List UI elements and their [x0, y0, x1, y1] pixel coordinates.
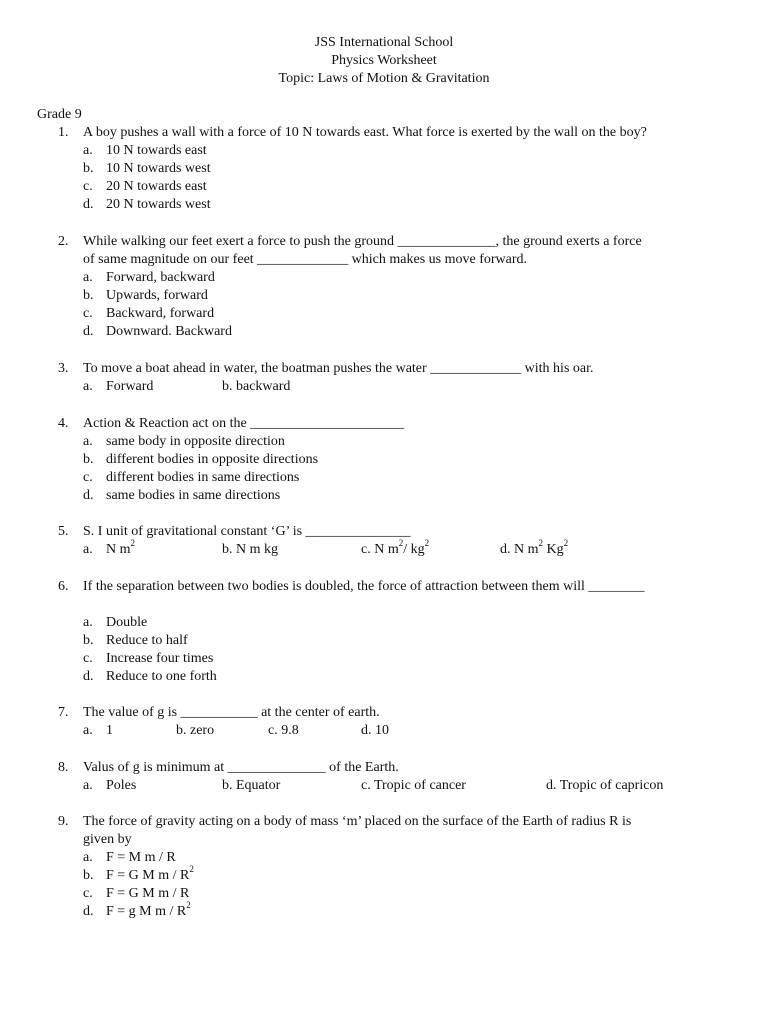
question-9: [0, 813, 768, 921]
option-a-text: Forward: [106, 379, 154, 394]
option-text: Double: [106, 615, 148, 630]
option-c: [0, 650, 768, 668]
question-2: [0, 233, 768, 341]
option-c-text: c. N $m^2/$ $kg^2$: [361, 538, 430, 557]
option-c: [0, 178, 768, 196]
option-text: F = M m / R: [106, 850, 176, 865]
question-text: The value of g is ___________ at the center of earth.: [83, 705, 380, 720]
option-text: different bodies in opposite directions: [106, 452, 319, 467]
question-number: 3.: [58, 361, 69, 376]
question-number: 5.: [58, 524, 69, 539]
worksheet-header: [0, 34, 768, 88]
option-b: [0, 632, 768, 650]
option-letter: b.: [83, 633, 94, 648]
question-text: The force of gravity acting on a body of mass ‘m’ placed on the surface of the Earth of radius R is: [83, 814, 632, 829]
option-letter: b.: [83, 452, 94, 467]
option-a: [0, 142, 768, 160]
option-letter: c.: [83, 470, 93, 485]
question-text-line-2: of same magnitude on our feet _____________ which makes us move forward.: [83, 252, 528, 267]
option-text: 20 N towards east: [106, 179, 207, 194]
question-text: Action & Reaction act on the ______________________: [83, 416, 405, 431]
option-a-text: Poles: [106, 778, 137, 793]
option-letter: a.: [83, 850, 93, 865]
option-b-text: b. backward: [222, 379, 291, 394]
option-text: 10 N towards west: [106, 161, 211, 176]
question-number: 7.: [58, 705, 69, 720]
option-letter: a.: [83, 778, 93, 793]
option-b-text: b. zero: [176, 723, 215, 738]
option-c-text: c. Tropic of cancer: [361, 778, 466, 793]
question-4: [0, 415, 768, 505]
option-c: [0, 305, 768, 323]
question-text: To move a boat ahead in water, the boatman pushes the water _____________ with his oar.: [83, 361, 594, 376]
option-text: F = G M m / R: [106, 886, 190, 901]
option-b-text: b. Equator: [222, 778, 281, 793]
worksheet-title: Physics Worksheet: [331, 53, 437, 68]
option-text: Forward, backward: [106, 270, 215, 285]
option-letter: a.: [83, 379, 93, 394]
option-letter: d.: [83, 669, 94, 684]
option-letter: a.: [83, 270, 93, 285]
option-d: [0, 196, 768, 214]
option-text: different bodies in same directions: [106, 470, 300, 485]
question-6: [0, 578, 768, 686]
option-a: [0, 433, 768, 451]
option-d-text: d. Tropic of capricon: [546, 778, 664, 793]
question-number: 6.: [58, 579, 69, 594]
option-letter: c.: [83, 651, 93, 666]
option-b-text: b. N m kg: [222, 542, 278, 557]
question-number: 9.: [58, 814, 69, 829]
question-8: [0, 759, 768, 795]
option-c-text: c. 9.8: [268, 723, 299, 738]
option-b: [0, 451, 768, 469]
option-a: [0, 849, 768, 867]
option-a: [0, 614, 768, 632]
option-letter: a.: [83, 615, 93, 630]
option-d-text: d. N $m^2$ Kg$^2$: [500, 538, 569, 557]
option-d: [0, 323, 768, 341]
option-b: [0, 287, 768, 305]
option-letter: b.: [83, 288, 94, 303]
option-letter: a.: [83, 723, 93, 738]
option-text: F = g M m / $R^2$: [106, 900, 191, 919]
school-name: JSS International School: [314, 35, 454, 50]
question-number: 8.: [58, 760, 69, 775]
worksheet-topic: Topic: Laws of Motion & Gravitation: [278, 71, 490, 86]
option-letter: d.: [83, 197, 94, 212]
option-letter: c.: [83, 886, 93, 901]
grade-label: Grade 9: [37, 107, 82, 122]
question-number: 1.: [58, 125, 69, 140]
option-c: [0, 885, 768, 903]
option-letter: a.: [83, 542, 93, 557]
option-a-text: N $m^2$: [106, 538, 135, 557]
option-text: F = G M m / $R^2$: [106, 864, 194, 883]
option-letter: a.: [83, 434, 93, 449]
option-d: [0, 900, 768, 921]
question-number: 2.: [58, 234, 69, 249]
option-text: same bodies in same directions: [106, 488, 281, 503]
question-text: S. I unit of gravitational constant ‘G’ is _______________: [83, 524, 411, 539]
option-letter: b.: [83, 161, 94, 176]
option-text: 10 N towards east: [106, 143, 207, 158]
option-text: Downward. Backward: [106, 324, 232, 339]
option-d: [0, 668, 768, 686]
option-b: [0, 864, 768, 885]
question-text-line-2: given by: [83, 832, 132, 847]
option-text: 20 N towards west: [106, 197, 211, 212]
option-letter: d.: [83, 488, 94, 503]
question-text: If the separation between two bodies is doubled, the force of attraction between them will ________: [83, 579, 645, 594]
option-letter: d.: [83, 904, 94, 919]
option-b: [0, 160, 768, 178]
option-letter: c.: [83, 306, 93, 321]
question-number: 4.: [58, 416, 69, 431]
option-letter: d.: [83, 324, 94, 339]
option-text: Upwards, forward: [106, 288, 208, 303]
option-c: [0, 469, 768, 487]
option-a: [0, 269, 768, 287]
option-text: same body in opposite direction: [106, 434, 285, 449]
question-text: While walking our feet exert a force to push the ground ______________, the ground exerts a force: [83, 234, 642, 249]
question-7: [0, 704, 768, 740]
option-letter: a.: [83, 143, 93, 158]
option-letter: c.: [83, 179, 93, 194]
option-d: [0, 487, 768, 505]
question-text: A boy pushes a wall with a force of 10 N towards east. What force is exerted by the wall on the boy?: [83, 125, 647, 140]
option-text: Increase four times: [106, 651, 214, 666]
question-5: [0, 523, 768, 559]
question-text: Valus of g is minimum at ______________ of the Earth.: [83, 760, 399, 775]
option-text: Backward, forward: [106, 306, 215, 321]
question-3: [0, 360, 768, 396]
option-d-text: d. 10: [361, 723, 389, 738]
option-letter: b.: [83, 868, 94, 883]
option-text: Reduce to half: [106, 633, 188, 648]
question-1: [0, 124, 768, 214]
option-a-text: 1: [106, 723, 113, 738]
option-text: Reduce to one forth: [106, 669, 217, 684]
